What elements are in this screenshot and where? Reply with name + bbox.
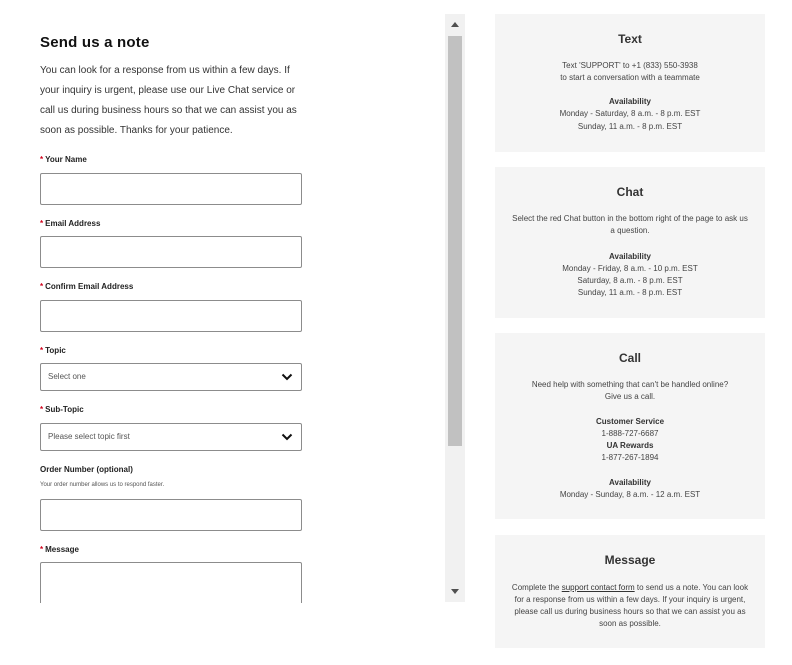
order-number-hint: Your order number allows us to respond faster. (40, 482, 165, 488)
chat-card-title: Chat (616, 185, 644, 199)
call-card-title: Call (618, 351, 641, 365)
customer-service-label: Customer Service (595, 417, 665, 426)
text-card (495, 14, 765, 152)
message-card (495, 535, 765, 648)
call-card-line: Give us a call. (604, 392, 656, 401)
chat-card-line: Select the red Chat button in the bottom right of the page to ask us (512, 214, 748, 223)
call-card-availability-label: Availability (609, 478, 651, 487)
text-card-availability-label: Availability (609, 97, 651, 106)
required-marker: * (40, 155, 44, 164)
rewards-label: UA Rewards (606, 441, 654, 450)
text-card-title: Text (618, 32, 642, 46)
chevron-down-icon (281, 372, 293, 382)
chat-card-line: a question. (610, 226, 650, 235)
text-card-hours: Monday - Saturday, 8 a.m. - 8 p.m. EST (559, 109, 701, 118)
topic-label: * Topic (40, 346, 66, 355)
subtopic-label: * Sub-Topic (40, 405, 84, 414)
text-card-hours: Sunday, 11 a.m. - 8 p.m. EST (577, 122, 683, 131)
message-textarea[interactable] (40, 562, 302, 603)
scroll-thumb[interactable] (448, 36, 462, 446)
required-marker: * (40, 282, 44, 291)
chat-card-availability-label: Availability (609, 252, 651, 261)
customer-service-phone[interactable]: 1-888-727-6687 (601, 429, 659, 438)
required-marker: * (40, 545, 44, 554)
chevron-down-icon (281, 432, 293, 442)
subtopic-select[interactable] (40, 423, 302, 451)
form-title: Send us a note (40, 34, 150, 51)
form-scrollbar[interactable] (445, 14, 465, 602)
email-input[interactable] (40, 236, 302, 268)
message-card-text: Complete the support contact form to send us a note. You can look for a response from us within a few days. If your inquiry is urgent, please call us during business hours so that we can assist you as soon as possible. (511, 583, 749, 628)
subtopic-selected-value: Please select topic first (48, 432, 130, 441)
name-input[interactable] (40, 173, 302, 205)
chat-card (495, 167, 765, 318)
confirm-email-input[interactable] (40, 300, 302, 332)
support-contact-form-link[interactable]: support contact form (561, 583, 635, 592)
message-card-title: Message (604, 553, 656, 567)
form-intro: You can look for a response from us within a few days. If your inquiry is urgent, please use our Live Chat service or call us during business hours so that we can assist you as soon as possible. Thanks for your patience. (40, 65, 297, 136)
scroll-down-arrow-icon[interactable] (445, 582, 465, 602)
message-label: * Message (40, 545, 79, 554)
text-card-line: to start a conversation with a teammate (560, 73, 700, 82)
text-card-line: Text 'SUPPORT' to +1 (833) 550-3938 (562, 61, 698, 70)
topic-selected-value: Select one (48, 372, 86, 381)
chat-card-hours: Sunday, 11 a.m. - 8 p.m. EST (577, 288, 683, 297)
rewards-phone[interactable]: 1-877-267-1894 (601, 453, 659, 462)
chat-card-hours: Monday - Friday, 8 a.m. - 10 p.m. EST (562, 264, 698, 273)
required-marker: * (40, 405, 44, 414)
required-marker: * (40, 346, 44, 355)
order-number-label: Order Number (optional) (40, 465, 133, 474)
required-marker: * (40, 219, 44, 228)
confirm-email-label: * Confirm Email Address (40, 282, 134, 291)
scroll-up-arrow-icon[interactable] (445, 14, 465, 34)
name-label: * Your Name (40, 155, 87, 164)
order-number-input[interactable] (40, 499, 302, 531)
call-card (495, 333, 765, 519)
call-card-hours: Monday - Sunday, 8 a.m. - 12 a.m. EST (559, 490, 701, 499)
chat-card-hours: Saturday, 8 a.m. - 8 p.m. EST (577, 276, 683, 285)
topic-select[interactable] (40, 363, 302, 391)
call-card-line: Need help with something that can't be handled online? (531, 380, 729, 389)
email-label: * Email Address (40, 219, 101, 228)
